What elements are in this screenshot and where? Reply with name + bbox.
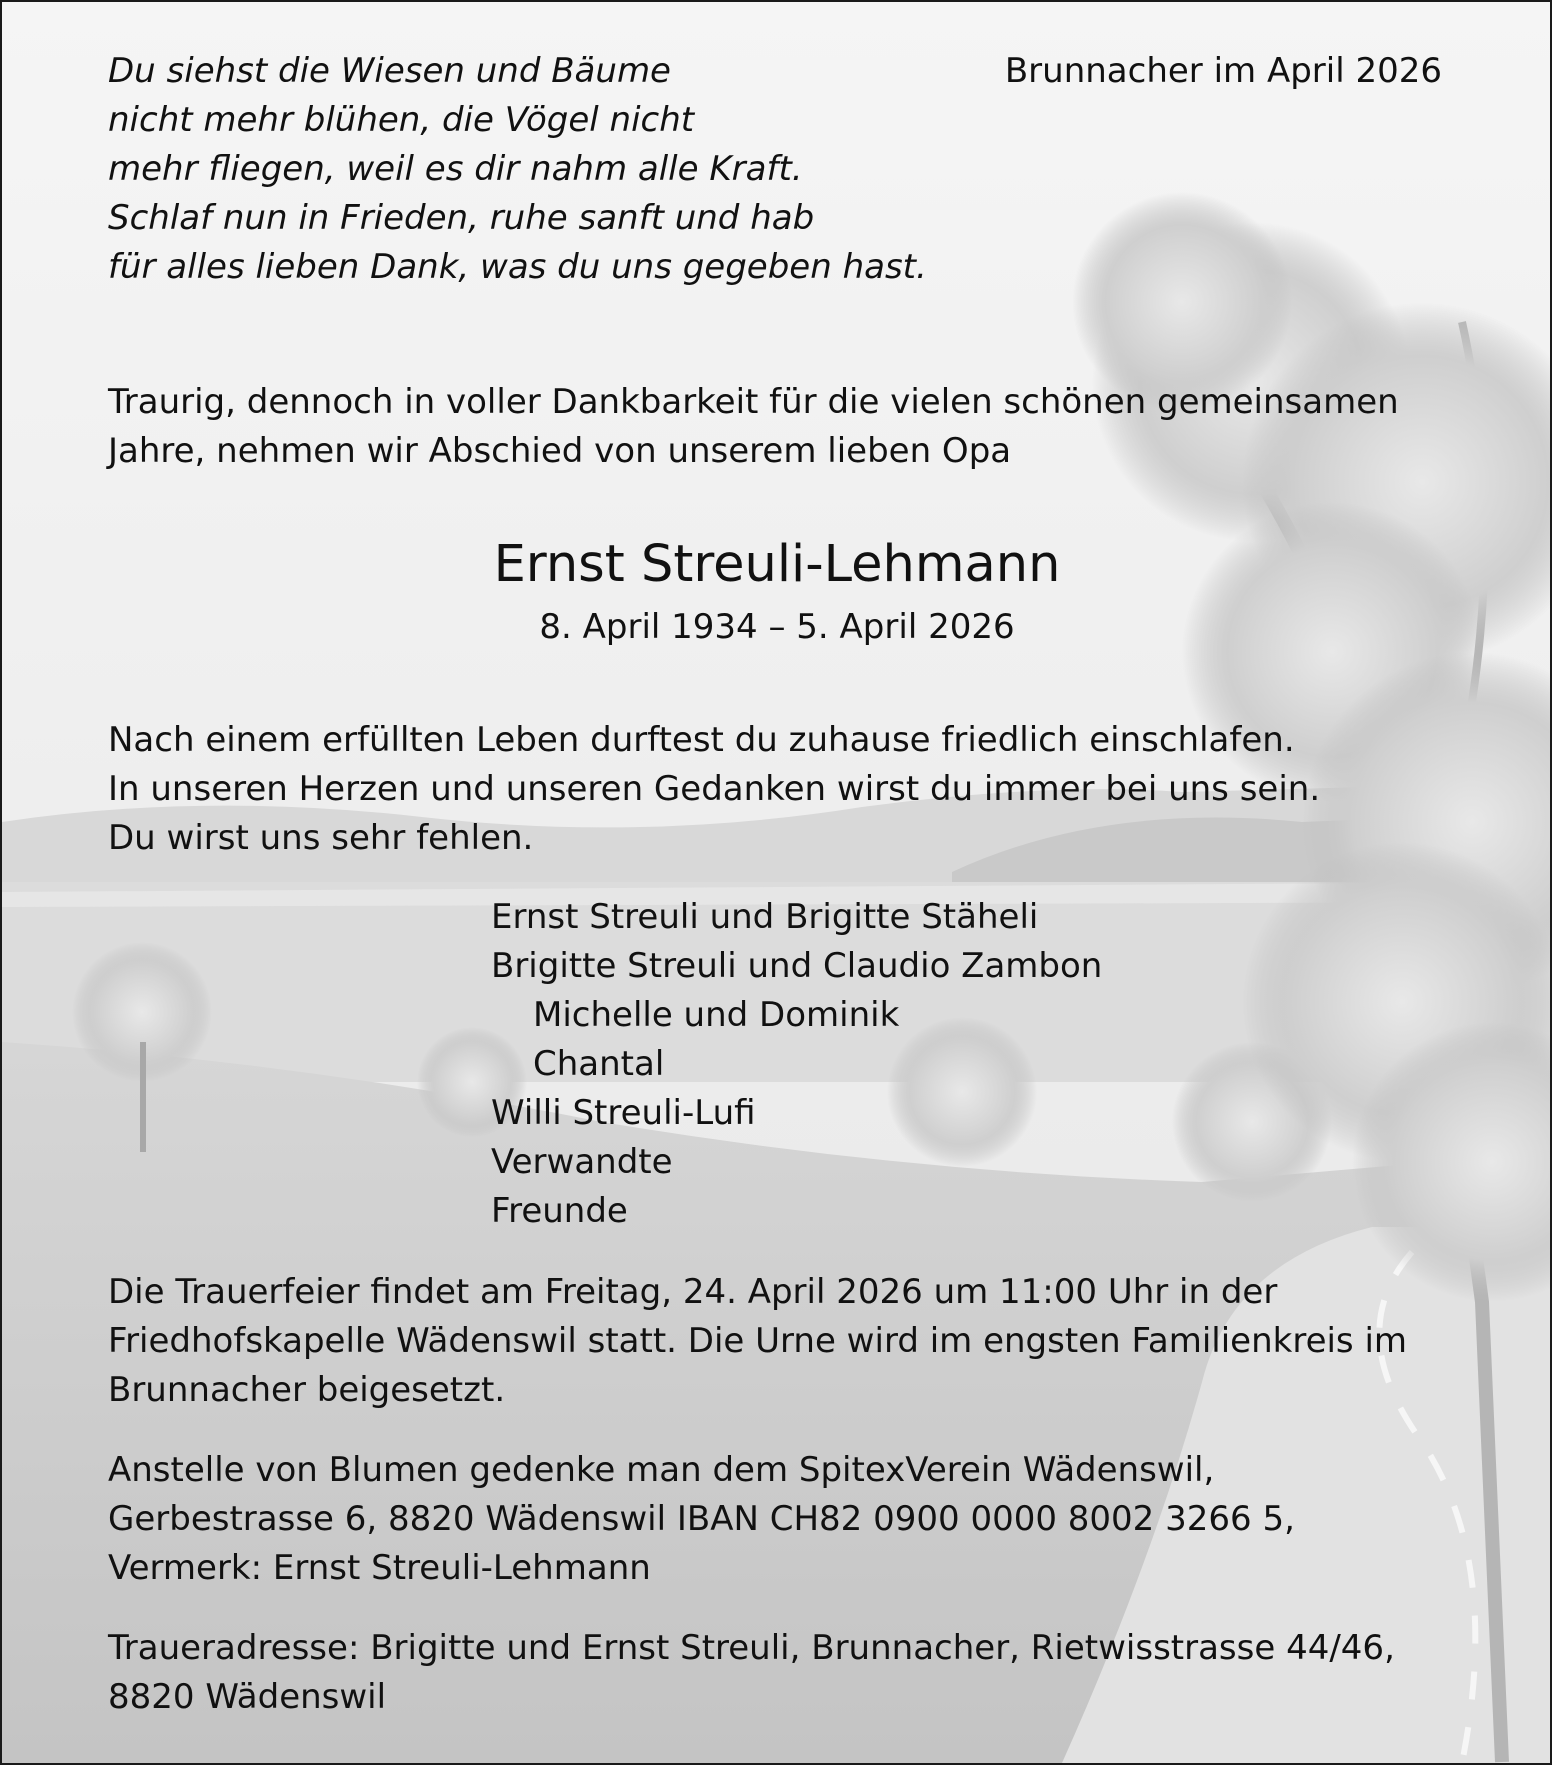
- mourner-item: Willi Streuli-Lufi: [491, 1093, 756, 1133]
- mourning-address: Traueradresse: Brigitte und Ernst Streuli, Brunnacher, Rietwisstrasse 44/46, 8820 Wädenswil: [108, 1628, 1395, 1717]
- notice-text-layer: [108, 2, 1550, 1763]
- mourners-list: [491, 893, 1102, 1236]
- mourner-item: Chantal: [533, 1044, 665, 1084]
- ceremony-paragraph: Die Trauerfeier findet am Freitag, 24. April 2026 um 11:00 Uhr in der Friedhofskapelle Wädenswil statt. Die Urne wird im engsten Familienkreis im Brunnacher beigesetzt.: [108, 1272, 1408, 1410]
- farewell-paragraph: Nach einem erfüllten Leben durftest du zuhause friedlich einschlafen. In unseren Herzen und unseren Gedanken wirst du immer bei uns sein. Du wirst uns sehr fehlen.: [108, 720, 1321, 858]
- life-dates: 8. April 1934 – 5. April 2026: [539, 607, 1015, 647]
- intro-paragraph: Traurig, dennoch in voller Dankbarkeit für die vielen schönen gemeinsamen Jahre, nehmen wir Abschied von unserem lieben Opa: [108, 382, 1399, 471]
- mourner-item: Verwandte: [491, 1142, 673, 1182]
- deceased-name: Ernst Streuli-Lehmann: [493, 535, 1061, 594]
- place-and-date: Brunnacher im April 2026: [1004, 51, 1442, 91]
- mourner-item: Brigitte Streuli und Claudio Zambon: [491, 946, 1103, 986]
- memorial-poem: Du siehst die Wiesen und Bäume nicht mehr blühen, die Vögel nicht mehr fliegen, weil es dir nahm alle Kraft. Schlaf nun in Frieden, ruhe sanft und hab für alles lieben Dank, was du uns gegeben hast.: [108, 51, 927, 287]
- donation-paragraph: Anstelle von Blumen gedenke man dem SpitexVerein Wädenswil, Gerbestrasse 6, 8820 Wädenswil IBAN CH82 0900 0000 8002 3266 5, Vermerk: Ernst Streuli-Lehmann: [108, 1450, 1295, 1588]
- mourner-item: Ernst Streuli und Brigitte Stäheli: [491, 897, 1039, 937]
- mourner-item: Michelle und Dominik: [533, 995, 900, 1035]
- mourner-item: Freunde: [491, 1191, 628, 1231]
